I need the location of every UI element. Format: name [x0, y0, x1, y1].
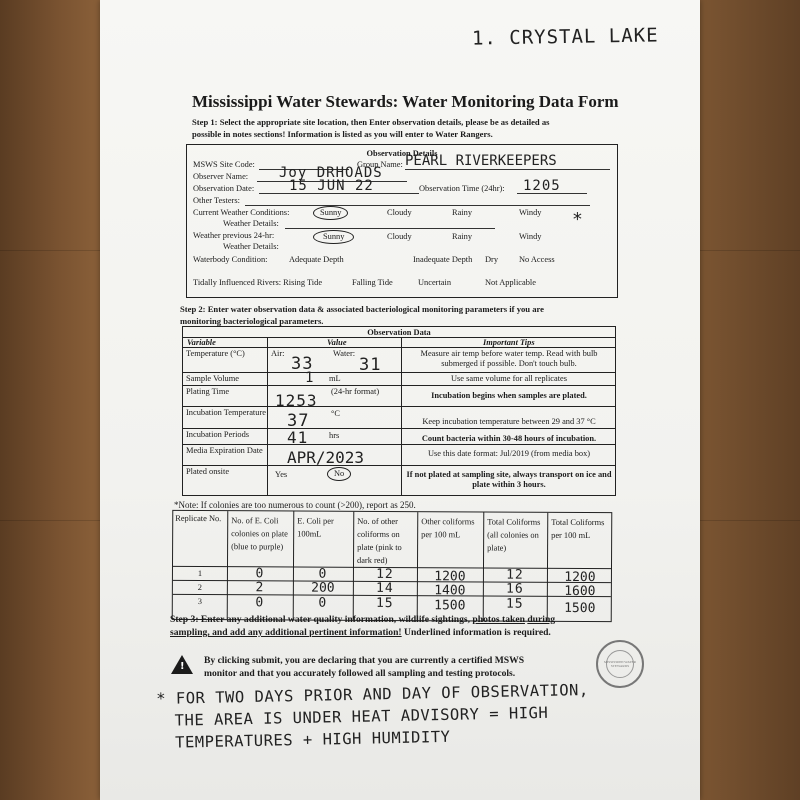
rep3-total-colonies: 15	[505, 596, 524, 612]
step2-line: Step 2: Enter water observation data & associated bacteriological monitoring parameters if you are	[180, 304, 544, 314]
media-expiration-value: APR/2023	[287, 448, 365, 467]
rep3-other-colonies: 15	[375, 595, 394, 612]
tidal-option-falling[interactable]: Falling Tide	[352, 278, 393, 287]
table-rule	[183, 372, 615, 373]
table-rule	[183, 444, 615, 445]
current-weather-label: Current Weather Conditions:	[193, 208, 290, 217]
seal-text: MISSISSIPPI WATER STEWARDS	[604, 660, 636, 668]
rep1-total-colonies: 12	[506, 567, 524, 583]
handwritten-notes	[156, 679, 590, 754]
form-title: Mississippi Water Stewards: Water Monitoring Data Form	[192, 92, 619, 111]
rep2-ecoli-colonies: 2	[255, 580, 265, 596]
col-value: Value	[327, 338, 347, 347]
rep-header-ecoli-per-100: E. Coli per 100mL	[297, 516, 334, 539]
waterbody-option-dry[interactable]: Dry	[485, 255, 499, 264]
rep3-ecoli-per-100: 0	[318, 595, 328, 611]
step3-instructions	[170, 613, 570, 639]
weather-prev-label: Weather previous 24-hr:	[193, 231, 275, 240]
note-line: TEMPERATURES + HIGH HUMIDITY	[174, 727, 451, 752]
rep2-no: 2	[197, 582, 203, 593]
rep3-other-per-100: 1500	[434, 598, 466, 614]
observation-data-table	[182, 326, 616, 496]
prev-weather-option-cloudy[interactable]: Cloudy	[387, 232, 412, 241]
step3-text: Step 3: Enter any additional water quality information, wildlife sightings,	[170, 614, 471, 625]
prev-weather-option-sunny[interactable]: Sunny	[313, 230, 354, 244]
msws-seal-logo	[596, 640, 644, 688]
row-incubation-temp-variable: Incubation Temperature	[186, 408, 266, 417]
rep1-total-per-100: 1200	[564, 569, 596, 586]
step2-instructions	[180, 303, 620, 327]
incubation-temp-unit: °C	[331, 409, 340, 418]
step1-line: Step 1: Select the appropriate site location, then Enter observation details, please be as detailed as	[192, 117, 550, 127]
submit-line: By clicking submit, you are declaring that you are currently a certified MSWS	[204, 655, 525, 666]
prev-weather-option-windy[interactable]: Windy	[519, 232, 542, 241]
submit-declaration	[204, 654, 524, 680]
col-variable: Variable	[187, 338, 216, 347]
observation-time-label: Observation Time (24hr):	[419, 184, 505, 193]
table-rule	[183, 465, 615, 466]
row-temperature-variable: Temperature (°C)	[186, 349, 245, 358]
rep2-other-per-100: 1400	[434, 583, 466, 599]
row-plating-time-tip: Incubation begins when samples are plated.	[431, 391, 587, 400]
air-temp-value: 33	[291, 354, 314, 374]
note-line: THE AREA IS UNDER HEAT ADVISORY = HIGH	[174, 703, 549, 730]
sample-volume-value: 1	[305, 370, 315, 386]
incubation-periods-value: 41	[287, 428, 309, 447]
rep-header-other-coliforms: No. of other coliforms on plate (pink to dark red)	[357, 516, 402, 565]
tidal-option-uncertain[interactable]: Uncertain	[418, 278, 452, 287]
tidal-option-not-applicable[interactable]: Not Applicable	[485, 278, 536, 287]
site-code-label: MSWS Site Code:	[193, 160, 255, 169]
observation-data-title: Observation Data	[367, 328, 431, 337]
other-testers-line	[245, 205, 590, 206]
rep2-other-colonies: 14	[376, 580, 394, 597]
row-media-expiration-variable: Media Expiration Date	[186, 446, 263, 455]
row-temperature-tip: Measure air temp before water temp. Read with bulb submerged if possible. Don't touch bulb.	[420, 349, 598, 368]
row-plating-time-variable: Plating Time	[186, 387, 230, 396]
incubation-temp-value: 37	[287, 411, 310, 431]
current-weather-option-sunny[interactable]: Sunny	[313, 206, 348, 220]
table-rule	[183, 428, 615, 429]
group-name-value: PEARL RIVERKEEPERS	[405, 153, 557, 169]
observation-details-title: Observation Details	[366, 149, 438, 158]
step3-text: Underlined information	[404, 627, 502, 638]
waterbody-option-inadequate[interactable]: Inadequate Depth	[413, 255, 473, 264]
observation-details-box	[186, 144, 618, 298]
submit-line: monitor and that you accurately followed all sampling and testing protocols.	[204, 668, 516, 679]
tidal-label: Tidally Influenced Rivers: Rising Tide	[193, 278, 323, 287]
rep3-ecoli-colonies: 0	[255, 595, 265, 611]
group-name-label: Group Name:	[357, 160, 403, 169]
plated-onsite-no[interactable]: No	[327, 467, 351, 481]
prev-weather-option-rainy[interactable]: Rainy	[452, 232, 473, 241]
rep-header-total-per-100: Total Coliforms per 100 mL	[551, 517, 605, 541]
step1-instructions	[192, 116, 622, 140]
rep-header-ecoli-colonies: No. of E. Coli colonies on plate (blue to purple)	[231, 516, 288, 552]
rep2-ecoli-per-100: 200	[311, 580, 335, 596]
water-temp-value: 31	[359, 355, 382, 375]
rep2-total-colonies: 16	[506, 581, 524, 597]
step2-line: monitoring bacteriological parameters.	[180, 316, 324, 326]
current-weather-option-windy[interactable]: Windy	[519, 208, 542, 217]
row-sample-volume-variable: Sample Volume	[186, 374, 239, 383]
current-weather-option-cloudy[interactable]: Cloudy	[387, 208, 412, 217]
waterbody-option-no-access[interactable]: No Access	[519, 255, 555, 264]
waterbody-option-adequate[interactable]: Adequate Depth	[289, 255, 344, 264]
table-rule	[183, 406, 615, 407]
warning-icon-mark: !	[180, 661, 185, 672]
weather-details-line	[285, 228, 495, 229]
step3-underlined: photos taken	[472, 614, 525, 625]
row-plated-onsite-tip: If not plated at sampling site, always transport on ice and plate within 3 hours.	[406, 470, 612, 489]
star-mark: *	[572, 209, 584, 230]
step3-underlined: during sampling, and add any additional pertinent information!	[170, 614, 556, 638]
rep1-other-per-100: 1200	[434, 569, 466, 585]
weather-details-label: Weather Details:	[223, 219, 279, 228]
plated-onsite-yes[interactable]: Yes	[275, 470, 288, 479]
table-rule	[183, 347, 615, 348]
rep2-total-per-100: 1600	[564, 583, 596, 600]
water-label: Water:	[333, 349, 356, 358]
rep1-no: 1	[197, 568, 203, 579]
group-name-line	[405, 169, 610, 170]
air-label: Air:	[271, 349, 285, 358]
paper-sheet	[100, 0, 700, 800]
sample-volume-unit: mL	[329, 374, 341, 383]
note-line: * FOR TWO DAYS PRIOR AND DAY OF OBSERVATION,	[156, 680, 589, 708]
table-rule	[183, 385, 615, 386]
colony-note: *Note: If colonies are too numerous to count (>200), report as 250.	[174, 500, 416, 510]
current-weather-option-rainy[interactable]: Rainy	[452, 208, 473, 217]
incubation-periods-unit: hrs	[329, 431, 340, 440]
rep1-other-colonies: 12	[376, 566, 394, 583]
observation-date-value: 15 JUN 22	[289, 178, 374, 194]
row-incubation-periods-variable: Incubation Periods	[186, 430, 250, 439]
col-divider	[267, 337, 268, 495]
rep3-total-per-100: 1500	[564, 600, 596, 617]
col-divider	[401, 337, 402, 495]
rep1-ecoli-per-100: 0	[318, 566, 328, 582]
site-heading: 1. CRYSTAL LAKE	[471, 24, 659, 50]
waterbody-label: Waterbody Condition:	[193, 255, 268, 264]
step1-line: possible in notes sections! Information is listed as you will enter to Water Rangers.	[192, 129, 493, 139]
rep-header-other-per-100: Other coliforms per 100 mL	[421, 517, 475, 540]
replicate-table	[172, 510, 613, 622]
plating-time-format: (24-hr format)	[331, 387, 380, 396]
observation-date-label: Observation Date:	[193, 184, 255, 193]
other-testers-label: Other Testers:	[193, 196, 240, 205]
rep1-ecoli-colonies: 0	[255, 566, 265, 582]
plating-time-value: 1253	[275, 391, 318, 410]
row-plated-onsite-variable: Plated onsite	[186, 467, 230, 476]
rep-header-replicate: Replicate No.	[175, 513, 222, 524]
table-rule	[183, 337, 615, 338]
col-tips: Important Tips	[483, 338, 535, 347]
observation-time-value: 1205	[523, 178, 561, 194]
row-incubation-temp-tip: Keep incubation temperature between 29 and 37 °C	[422, 417, 596, 426]
observer-name-value: Joy DRHOADS	[279, 165, 383, 181]
row-incubation-periods-tip: Count bacteria within 30-48 hours of incubation.	[421, 434, 597, 443]
row-sample-volume-tip: Use same volume for all replicates	[450, 374, 568, 383]
rep3-no: 3	[197, 596, 202, 607]
row-media-expiration-tip: Use this date format: Jul/2019 (from media box)	[427, 449, 591, 458]
weather-prev-details-label: Weather Details:	[223, 242, 279, 251]
step3-text: is required.	[504, 627, 551, 638]
rep-header-total-coliforms: Total Coliforms (all colonies on plate)	[487, 517, 541, 553]
observer-name-label: Observer Name:	[193, 172, 249, 181]
